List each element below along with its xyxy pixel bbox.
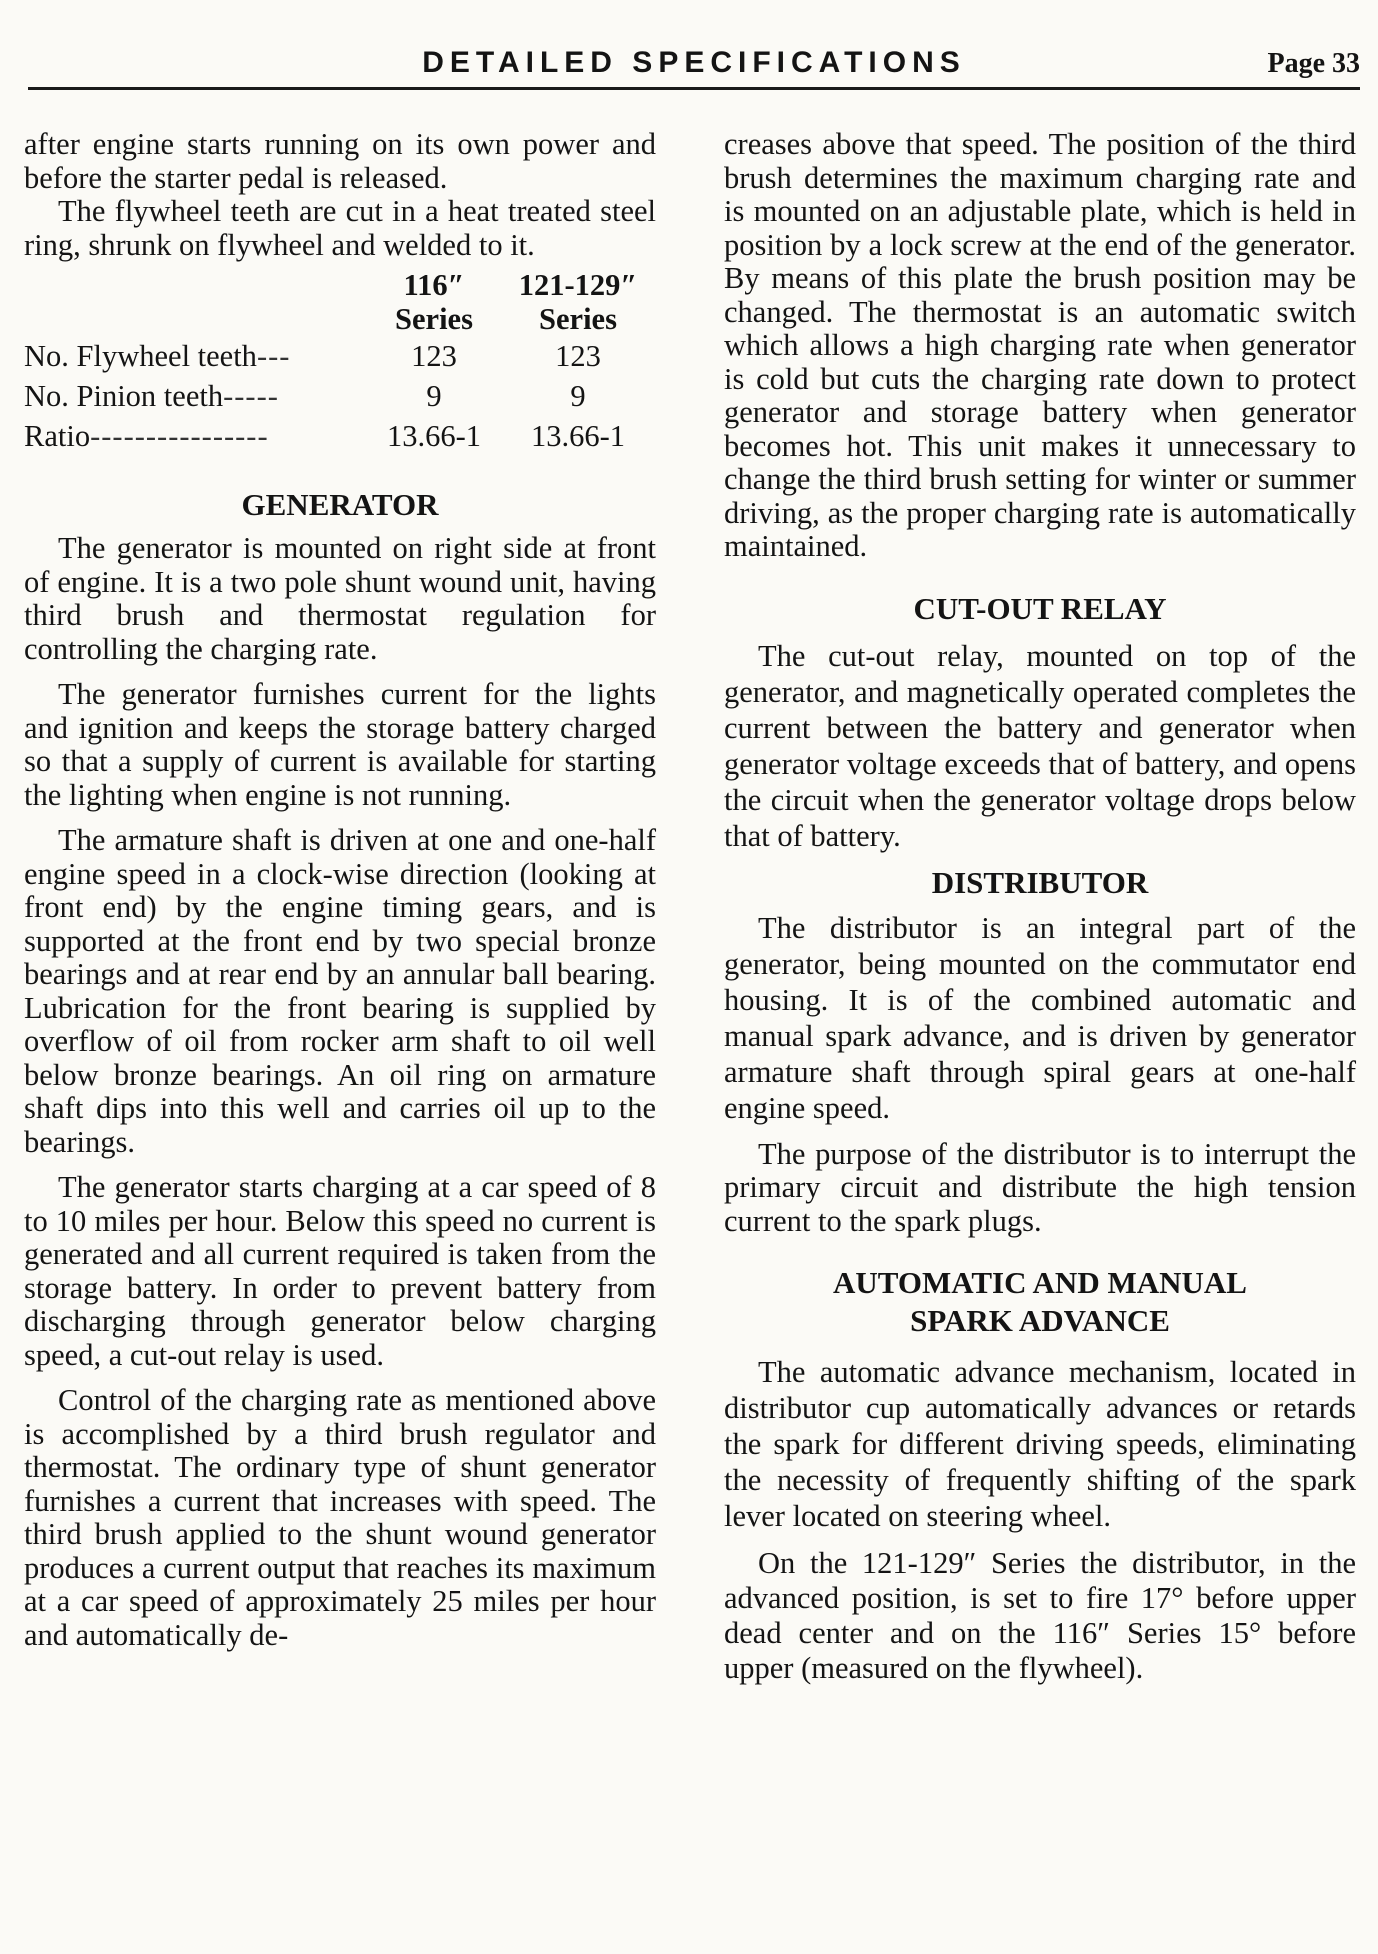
table-row [24,336,656,376]
leader-dots: ‐‐‐‐‐ [223,379,279,413]
table-row [24,376,656,416]
paragraph-generator-4: The generator starts charging at a car speed of 8 to 10 miles per hour. Below this speed no current is generated and all current required is taken from the storage battery. In order to prevent battery from discharging through generator below charging speed, a cut-out relay is used. [24,1170,656,1372]
cell-116: 13.66-1 [386,419,482,453]
page-header [28,44,1360,86]
cell-116: 123 [411,339,457,373]
paragraph-continued: creases above that speed. The position of the third brush determines the maximum charging rate and is mounted on an adjustable plate, which is held in position by a lock screw at the end of the generator. By means of this plate the brush position may be changed. The thermostat is an automatic switch which allows a high charging rate when generator is cold but cuts the charging rate down to protect generator and storage battery when generator becomes hot. This unit makes it unnecessary to change the third brush setting for winter or summer driving, as the proper charging rate is automatically maintained. [724,127,1356,563]
row-label: No. Pinion teeth [24,379,224,413]
right-column [724,128,1356,1686]
heading-automatic-manual-spark-advance: AUTOMATIC AND MANUAL SPARK ADVANCE [833,1265,1247,1338]
paragraph-cut-out-relay: The cut-out relay, mounted on top of the generator, and magnetically operated completes the current between the battery and generator when generator voltage exceeds that of battery, and opens the circuit when the generator voltage drops below that of battery. [724,638,1356,853]
leader-dots: ‐‐‐‐‐‐‐‐‐‐‐‐‐‐‐‐ [90,419,269,453]
flywheel-spec-table [24,268,656,456]
row-label: No. Flywheel teeth [24,339,257,373]
cell-121-129: 9 [570,379,586,413]
left-column [24,128,656,1652]
cell-121-129: 13.66-1 [530,419,626,453]
paragraph-intro: after engine starts running on its own power and before the starter pedal is released. [24,127,656,195]
paragraph-generator-1: The generator is mounted on right side at front of engine. It is a two pole shunt wound unit, having third brush and thermostat regulation for controlling the charging rate. [24,531,656,666]
leader-dots: ‐‐‐ [256,339,291,373]
table-header-row [24,268,656,336]
paragraph-flywheel: The flywheel teeth are cut in a heat treated steel ring, shrunk on flywheel and welded to it. [24,194,656,262]
page-number: Page 33 [1267,48,1360,79]
paragraph-generator-5: Control of the charging rate as mentioned above is accomplished by a third brush regulator and thermostat. The ordinary type of shunt generator furnishes a current that increases with speed. The third brush applied to the shunt wound generator produces a current output that reaches its maximum at a car speed of approximately 25 miles per hour and automatically de- [24,1383,656,1652]
table-row [24,416,656,456]
cell-121-129: 123 [555,339,601,373]
header-rule [28,87,1360,90]
table-col2-header: 121-129″ Series [518,268,638,336]
heading-generator: GENERATOR [241,487,439,522]
paragraph-spark-advance-2: On the 121-129″ Series the distributor, in the advanced position, is set to fire 17° before upper dead center and on the 116″ Series 15° before upper (measured on the flywheel). [724,1546,1356,1685]
heading-distributor: DISTRIBUTOR [931,864,1149,900]
paragraph-distributor-1: The distributor is an integral part of the generator, being mounted on the commutator end housing. It is of the combined automatic and manual spark advance, and is driven by generator armature shaft through spiral gears at one-half engine speed. [724,910,1356,1125]
paragraph-generator-3: The armature shaft is driven at one and one-half engine speed in a clock-wise direction (looking at front end) by the engine timing gears, and is supported at the front end by two special bronze bearings and at rear end by an annular ball bearing. Lubrication for the front bearing is supplied by overflow of oil from rocker arm shaft to oil well below bronze bearings. An oil ring on armature shaft dips into this well and carries oil up to the bearings. [24,823,656,1159]
table-col1-header: 116″ Series [395,268,473,336]
running-title: DETAILED SPECIFICATIONS [422,46,966,79]
paragraph-generator-2: The generator furnishes current for the lights and ignition and keeps the storage battery charged so that a supply of current is available for starting the lighting when engine is not running. [24,677,656,812]
paragraph-spark-advance-1: The automatic advance mechanism, located in distributor cup automatically advances or retards the spark for different driving speeds, eliminating the necessity of frequently shifting of the spark lever located on steering wheel. [724,1355,1356,1533]
paragraph-distributor-2: The purpose of the distributor is to interrupt the primary circuit and distribute the high tension current to the spark plugs. [724,1136,1356,1238]
cell-116: 9 [426,379,442,413]
row-label: Ratio [24,419,91,453]
heading-cut-out-relay: CUT-OUT RELAY [913,590,1167,626]
